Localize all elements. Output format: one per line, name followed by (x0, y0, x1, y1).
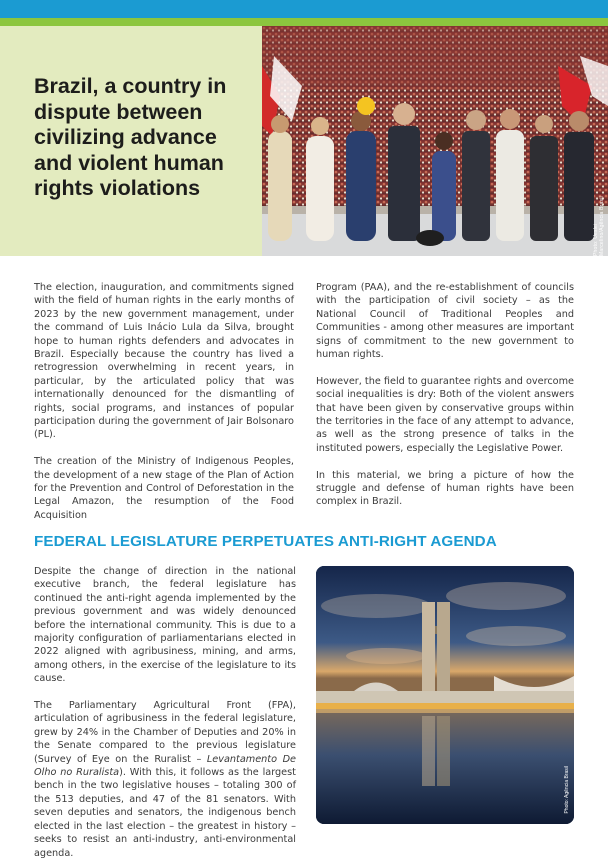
page-title: Brazil, a country in dispute between civilizing advance and violent human rights violations (34, 74, 227, 200)
top-accent-bar (0, 0, 608, 18)
congress-photo (316, 566, 574, 824)
section-paragraph (34, 699, 296, 860)
intro-paragraph: The creation of the Ministry of Indigenous Peoples, the development of a new stage of the Plan of Action for the Prevention and Control of Deforestation in the Legal Amazon, the resumption of the Food Acquisition (34, 456, 294, 521)
intro-paragraph: The election, inauguration, and commitments signed with the field of human rights in the early months of 2023 by the new government management, under the command of Luis Inácio Lula da Silva, brought hope to human rights defenders and advocates in Brazil. Especially because the country has lived a retrogression overwhelming in recent years, in particular, by the articulated policy that was internationally denounced for the dismantling of rights, social programs, and instances of popular participation during the government of Jair Bolsonaro (PL). (34, 282, 294, 441)
national-congress-image (316, 566, 574, 824)
title-panel (0, 26, 262, 256)
paragraph-text: ). With this, it follows as the largest bench in the two legislative houses – totaling 300 of the 513 deputies, and 47 of the 81 senators. With seven deputies and senators, the indigenous bench elected in the last election – the greatest in history – seeks to resist an anti-industry, anti-environmental agenda. (34, 767, 296, 859)
inauguration-crowd-image (262, 26, 608, 256)
hero-photo-credit: Photo: Ueslei Marcelino/Agência Brasil (593, 196, 605, 256)
paragraph-text: The Parliamentary Agricultural Front (FPA), articulation of agribusiness in the federal legislature, grew by 24% in the Chamber of Deputies and 20% in the Senate compared to the previous legislature (Survey of Eye on the Ruralist – (34, 700, 296, 765)
section-paragraph: Despite the change of direction in the national executive branch, the federal legislature has continued the anti-right agenda implemented by the previous government and was widely denounced before the international community. This is due to a majority configuration of parliamentarians elected in 2022 aligned with agribusiness, mining, and arms, among others, in the exercise of the legislature to its cause. (34, 566, 296, 685)
survey-title: Levantamento De Olho no Ruralista (34, 753, 296, 779)
section-heading: FEDERAL LEGISLATURE PERPETUATES ANTI-RIGHT AGENDA (34, 533, 497, 550)
top-green-stripe (0, 18, 608, 26)
congress-photo-credit: Photo: Agência Brasil (564, 766, 570, 814)
intro-paragraph: However, the field to guarantee rights and overcome social inequalities is dry: Both of the violent answers that have been given by conservative groups within the territories in the face of any attempt to advance, as well as the strong presence of talks in the instituted powers, especially the Legislative Power. (316, 375, 575, 454)
intro-paragraph: Program (PAA), and the re-establishment of councils with the participation of civil society – as the National Council of Traditional Peoples and Communities - among other measures are important signs of commitment to the new government to human rights. (316, 282, 574, 361)
section-text-column (34, 565, 296, 864)
intro-right-column (316, 281, 574, 522)
intro-paragraph: In this material, we bring a picture of how the struggle and defense of human rights have been complex in Brazil. (316, 469, 574, 508)
hero-photo (262, 26, 608, 256)
intro-left-column (34, 281, 294, 536)
